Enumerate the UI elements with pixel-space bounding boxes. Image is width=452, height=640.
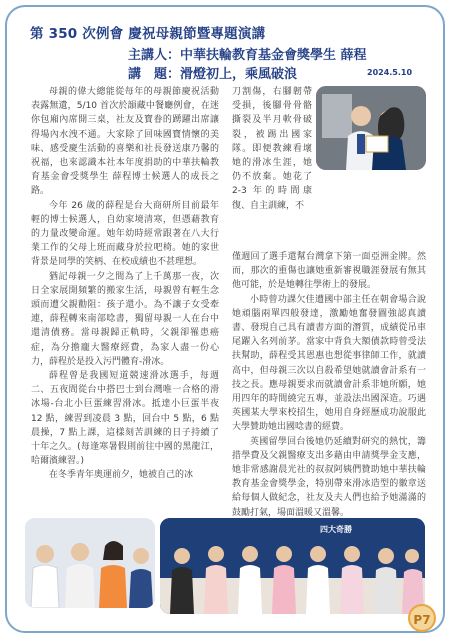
paragraph: 英國留學回台後她仍延續對研究的熱忱，籌措學費及父親醫療支出多藉由申請獎學金支應，她非常感謝晨光社的叔叔阿姨們贊助她中華扶輪教育基金會獎學金，特別帶來滑冰造型的徽章送給每個人做紀念，社友及夫人們也給予她滿滿的鼓勵打氣，場面溫暖又溫馨。 [232, 436, 426, 518]
paragraph: 刀割傷，右腳韌帶受損，後腳骨骨骼撕裂及半月軟骨破裂，被踢出國家隊。即便教練看壞她的滑冰生涯，她仍不放棄。她花了 2-3 年的時間康復、自主訓練，不 [232, 87, 312, 211]
group-photo-right [160, 518, 425, 614]
speaker-with-president-photo [316, 86, 426, 170]
banner-text: 四大奇勝 [320, 525, 352, 534]
photo-illustration [316, 86, 426, 170]
page-number-badge: P7 [408, 604, 436, 632]
group-photo-left [25, 518, 155, 608]
paragraph: 今年 26 歲的薛程是台大商研所目前最年輕的博士候選人，自幼家境清寒，但憑藉教育的力量改變命運。她年幼時經常跟著在八大行業工作的父母上班而藏身於拉吧椅。她的家世背景是同學的笑柄、在校成績也不甚理想。 [31, 200, 219, 268]
paragraph: 僅週回了選手還幫台灣拿下第一面亞洲金牌。然而，那次的重傷也讓她重新審視職涯發展有無其他可能，於是她轉往學術上的發展。 [232, 252, 426, 291]
photo-illustration [160, 518, 425, 614]
event-date: 2024.5.10 [367, 68, 413, 77]
paragraph: 猶記母親一夕之間為了上千萬那一夜，次日全家展開頻繁的搬家生活，母親曾有輕生念頭而遭父親勸阻：孩子還小。為不讓子女受牽連，薛程轉來南部唸書，獨留母親一人在台中還清債務。當母親歸正軌時，父親卻罹患癌症，為分擔龐大醫療經費，為家人盡一份心力，薛程於是投入污門體育-滑冰。 [31, 271, 219, 367]
paragraph: 母親的偉大總能從每年的母親節慶祝活動表露無遺，5/10 首次於韻藏中餐廳例會，在迷你包廂內席開三桌，社友及寶眷的踴躍出席讓得場內水洩不通。大家除了回味國寶情懷的美味、感受慶生活動的喜樂和社長發送康乃馨的祝福，也來認識本社本年度捐助的中華扶輪教育基金會受獎學生 薛程博士候選人的成長之路。 [31, 87, 219, 197]
topic-line: 講 題：滑燈初上，乘風破浪 [128, 67, 298, 82]
paragraph: 小時曾功課欠佳遭國中部主任在朝會場合說她頑腦兩單四般發達，激勵她奮發圖強認真讀書、發現自己具有讀書方面的潛質，成績從吊車尾躍入名列前茅。當家中背負大額債款時曾受法扶幫助，薛程受其恩惠也想從事律師工作，就讀高中，但母親三次以自殺希望她就讀會計系有一技之長。應母親要求而就讀會計系非她所願，她用四年的時間繞完五專，並設法出國深造。巧遇英國某大學來校招生，她用自身經歷成功說服此大學贊助她出國唸書的經費。 [232, 294, 426, 433]
article-left-column [31, 85, 219, 539]
article-right-top-column [232, 85, 312, 255]
speaker-line: 主講人：中華扶輪教育基金會獎學生 薛程 [128, 48, 367, 63]
paragraph: 薛程曾是我國短道競速滑冰選手，每週二、五夜間從台中搭巴士到台灣唯一合格的滑冰場-台北小巨蛋練習滑冰。抵達小巨蛋半夜 12 點，練習到凌晨 3 點，回台中 5 點，6 點晨操，7 點上課，這樣刻苦訓練的日子持續了十年之久。(每逢寒暑假則前往中國的黑龍江，哈爾濱練習。) [31, 371, 219, 467]
article-right-column [232, 250, 426, 532]
paragraph: 在冬季青年奧運前夕，她被自己的冰 [49, 470, 194, 481]
meeting-title: 第 350 次例會 慶祝母親節暨專題演講 [30, 26, 266, 42]
photo-illustration [25, 518, 155, 608]
